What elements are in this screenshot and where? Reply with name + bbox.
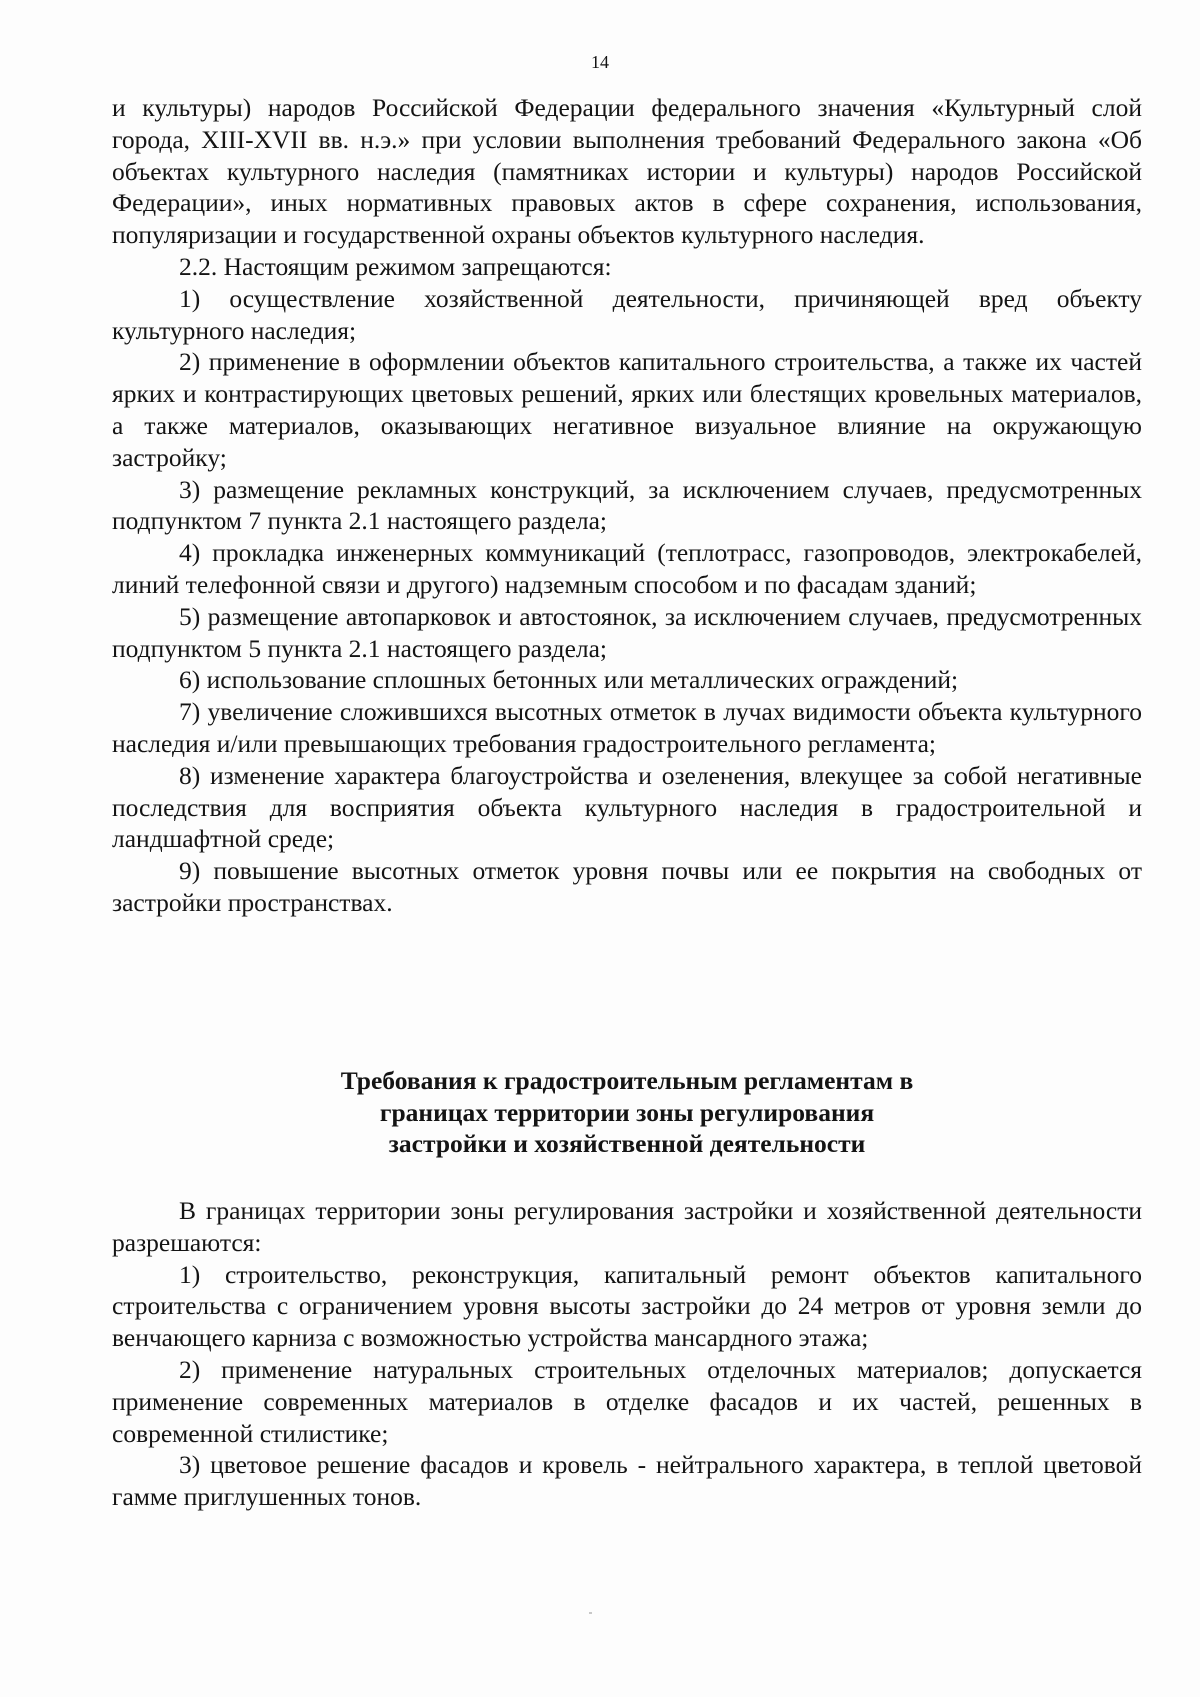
- list-item-prohibition-4: 4) прокладка инженерных коммуникаций (теплотрасс, газопроводов, электрокабелей, линий телефонной связи и другого) надземным способом и по фасадам зданий;: [112, 538, 1142, 599]
- paragraph-permissions-intro: В границах территории зоны регулирования застройки и хозяйственной деятельности разрешаются:: [112, 1196, 1142, 1257]
- list-item-prohibition-7: 7) увеличение сложившихся высотных отметок в лучах видимости объекта культурного наследия и/или превышающих требования градостроительного регламента;: [112, 697, 1142, 758]
- paragraph-2-2-heading: 2.2. Настоящим режимом запрещаются:: [179, 251, 612, 281]
- section-heading: [112, 1065, 1142, 1160]
- section-permissions: [112, 1195, 1142, 1513]
- heading-line-3: застройки и хозяйственной деятельности: [388, 1129, 866, 1158]
- section-prohibitions: [112, 92, 1142, 919]
- list-item-permission-2: 2) применение натуральных строительных отделочных материалов; допускается применение современных материалов в отделке фасадов и их частей, решенных в современной стилистике;: [112, 1354, 1142, 1448]
- list-item-prohibition-6: 6) использование сплошных бетонных или металлических ограждений;: [179, 665, 959, 695]
- list-item-permission-3: 3) цветовое решение фасадов и кровель - нейтрального характера, в теплой цветовой гамме приглушенных тонов.: [112, 1450, 1142, 1512]
- list-item-prohibition-1: 1) осуществление хозяйственной деятельности, причиняющей вред объекту культурного наследия;: [112, 283, 1142, 345]
- list-item-prohibition-9: 9) повышение высотных отметок уровня почвы или ее покрытия на свободных от застройки пространствах.: [112, 856, 1142, 917]
- heading-line-2: границах территории зоны регулирования: [379, 1097, 875, 1127]
- list-item-prohibition-3: 3) размещение рекламных конструкций, за исключением случаев, предусмотренных подпунктом 7 пункта 2.1 настоящего раздела;: [112, 474, 1142, 536]
- scan-speck: [589, 1612, 592, 1614]
- page-number: 14: [591, 52, 609, 72]
- list-item-permission-1: 1) строительство, реконструкция, капитальный ремонт объектов капитального строительства с ограничением уровня высоты застройки до 24 метров от уровня земли до венчающего карниза с возможностью устройства мансардного этажа;: [112, 1259, 1142, 1353]
- heading-line-1: Требования к градостроительным регламентам в: [340, 1066, 914, 1095]
- list-item-prohibition-8: 8) изменение характера благоустройства и озеленения, влекущее за собой негативные последствия для восприятия объекта культурного наследия в градостроительной и ландшафтной среде;: [112, 760, 1142, 854]
- list-item-prohibition-2: 2) применение в оформлении объектов капитального строительства, а также их частей ярких и контрастирующих цветовых решений, ярких или блестящих кровельных материалов, а также материалов, оказывающих негативное визуальное влияние на окружающую застройку;: [112, 347, 1142, 472]
- paragraph-intro-continuation: и культуры) народов Российской Федерации федерального значения «Культурный слой города, XIII-XVII вв. н.э.» при условии выполнения требований Федерального закона «Об объектах культурного наследия (памятниках истории и культуры) народов Российской Федерации», иных нормативных правовых актов в сфере сохранения, использования, популяризации и государственной охраны объектов культурного наследия.: [112, 93, 1142, 250]
- list-item-prohibition-5: 5) размещение автопарковок и автостоянок, за исключением случаев, предусмотренных подпунктом 5 пункта 2.1 настоящего раздела;: [112, 601, 1142, 663]
